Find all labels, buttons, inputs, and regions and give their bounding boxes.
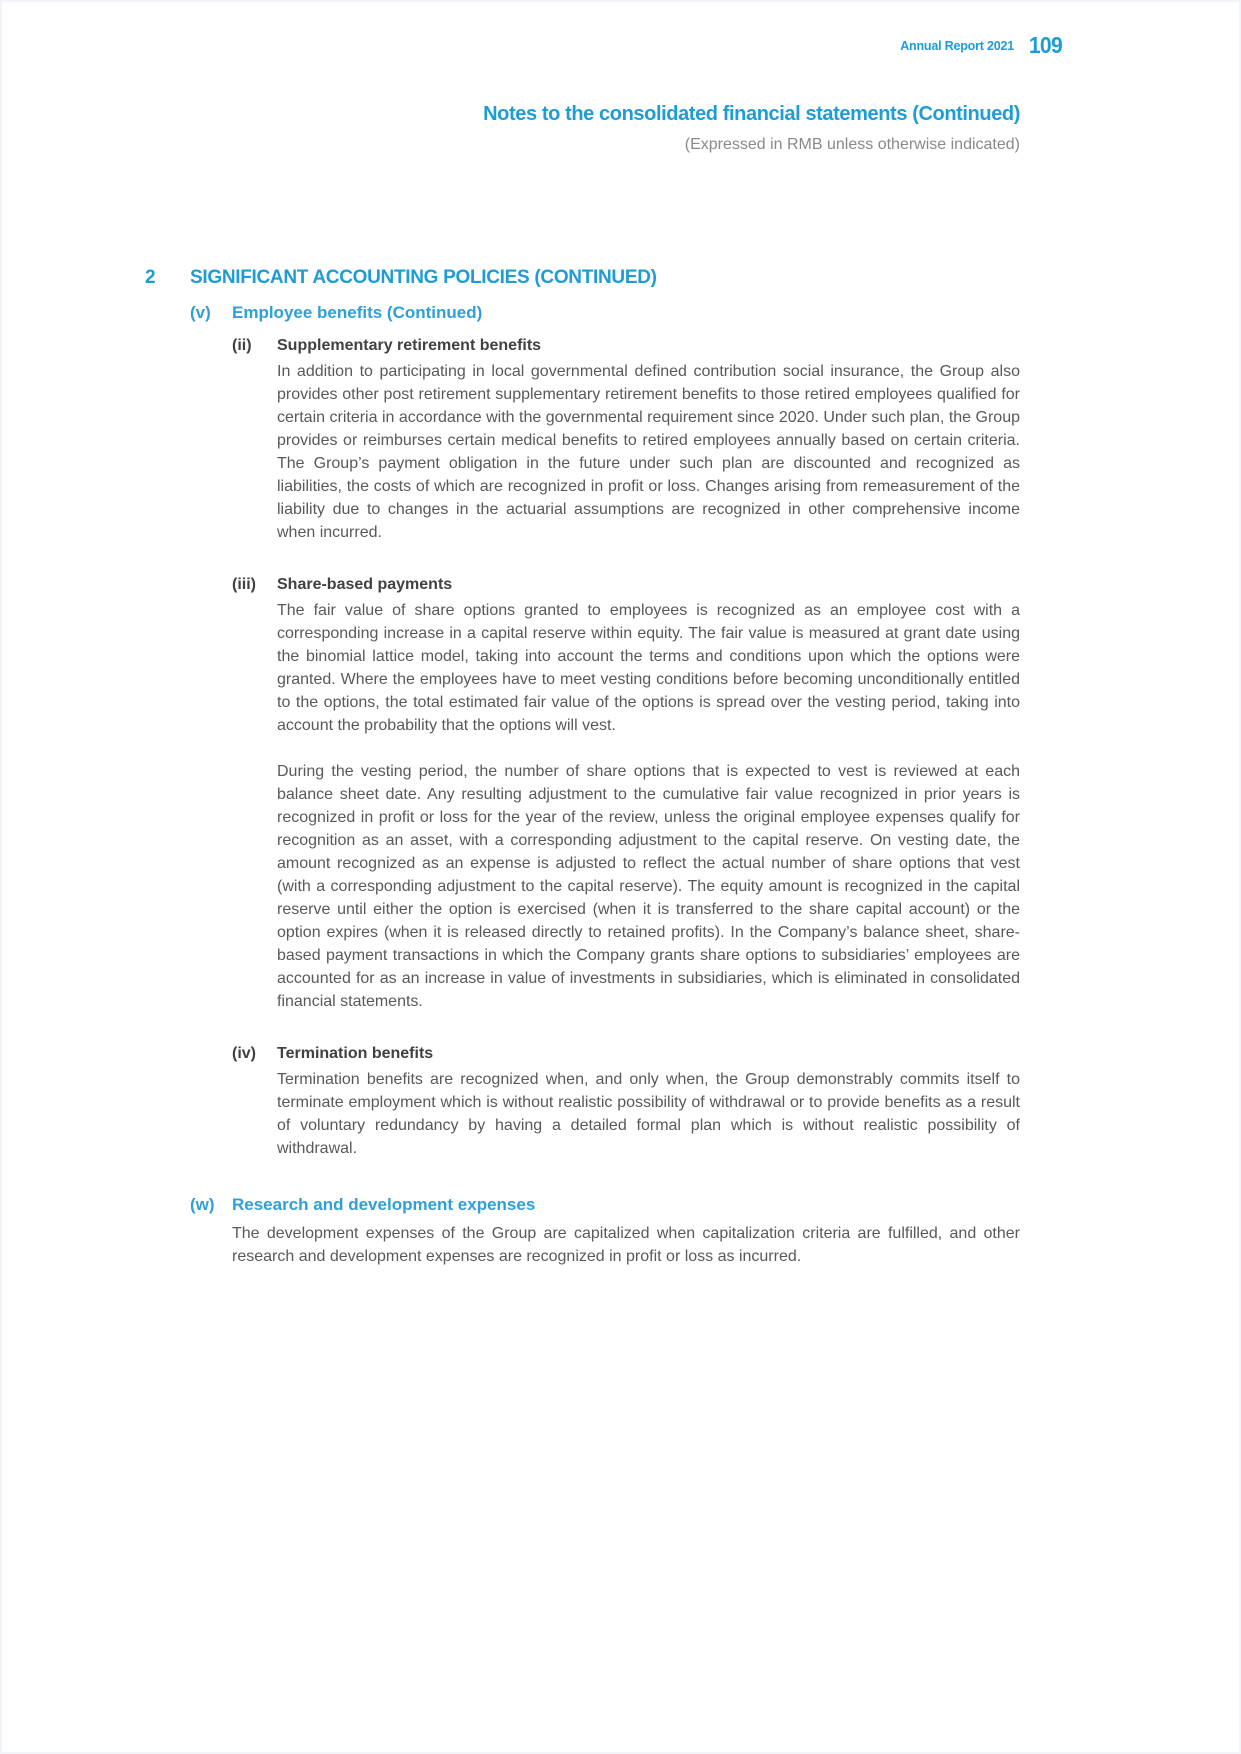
item-title: Supplementary retirement benefits	[277, 337, 542, 354]
item-heading	[232, 574, 1020, 595]
paragraph: Termination benefits are recognized when, and only when, the Group demonstrably commits itself to terminate employment which is without realistic possibility of withdrawal or to provide benefits as a result of voluntary redundancy by having a detailed formal plan which is without realistic possibility of withdrawal.	[277, 1071, 1020, 1157]
item-body	[277, 599, 1020, 1013]
section-heading	[145, 266, 1020, 290]
item-heading	[232, 335, 1020, 356]
item-label: (iii)	[232, 576, 256, 593]
subsection-w-title: Research and development expenses	[232, 1195, 536, 1214]
subsection-w	[190, 1194, 1020, 1268]
item-heading	[232, 1043, 1020, 1064]
item-body	[277, 1068, 1020, 1160]
section-number: 2	[145, 267, 156, 288]
subsection-v-heading	[190, 302, 1020, 324]
item-label: (ii)	[232, 337, 252, 354]
subsection-w-heading	[190, 1194, 1020, 1216]
paragraph: The development expenses of the Group are capitalized when capitalization criteria are fulfilled, and other research and development expenses are recognized in profit or loss as incurred.	[232, 1225, 1020, 1265]
section-title: SIGNIFICANT ACCOUNTING POLICIES (CONTINUED)	[190, 267, 657, 288]
document-title-block	[483, 103, 1020, 154]
document-subtitle: (Expressed in RMB unless otherwise indicated)	[684, 136, 1020, 153]
paragraph: During the vesting period, the number of share options that is expected to vest is reviewed at each balance sheet date. Any resulting adjustment to the cumulative fair value recognized in prior years is recognized in profit or loss for the year of the review, unless the original employee expenses qualify for recognition as an asset, with a corresponding adjustment to the capital reserve. On vesting date, the amount recognized as an expense is adjusted to reflect the actual number of share options that vest (with a corresponding adjustment to the capital reserve). The equity amount is recognized in the capital reserve until either the option is exercised (when it is transferred to the share capital account) or the option expires (when it is released directly to retained profits). In the Company’s balance sheet, share-based payment transactions in which the Company grants share options to subsidiaries’ employees are accounted for as an increase in value of investments in subsidiaries, which is eliminated in consolidated financial statements.	[277, 763, 1020, 1010]
item-termination-benefits	[232, 1043, 1020, 1160]
item-label: (iv)	[232, 1045, 256, 1062]
page-content	[145, 266, 1020, 1268]
item-body	[277, 360, 1020, 544]
paragraph: The fair value of share options granted to employees is recognized as an employee cost with a corresponding increase in a capital reserve within equity. The fair value is measured at grant date using the binomial lattice model, taking into account the terms and conditions upon which the options were granted. Where the employees have to meet vesting conditions before becoming unconditionally entitled to the options, the total estimated fair value of the options is spread over the vesting period, taking into account the probability that the options will vest.	[277, 602, 1020, 734]
paragraph: In addition to participating in local governmental defined contribution social insurance, the Group also provides other post retirement supplementary retirement benefits to those retired employees qualified for certain criteria in accordance with the governmental requirement since 2020. Under such plan, the Group provides or reimburses certain medical benefits to retired employees annually based on certain criteria. The Group’s payment obligation in the future under such plan are discounted and recognized as liabilities, the costs of which are recognized in profit or loss. Changes arising from remeasurement of the liability due to changes in the actuarial assumptions are recognized in other comprehensive income when incurred.	[277, 363, 1020, 541]
page-number: 109	[1028, 32, 1062, 58]
document-title: Notes to the consolidated financial statements (Continued)	[483, 103, 1020, 125]
subsection-w-label: (w)	[190, 1195, 215, 1214]
item-title: Termination benefits	[277, 1045, 434, 1062]
subsection-v-title: Employee benefits (Continued)	[232, 303, 483, 322]
item-share-based-payments	[232, 574, 1020, 1013]
subsection-v-items	[232, 335, 1020, 1160]
subsection-v-label: (v)	[190, 303, 211, 322]
item-supplementary-retirement-benefits	[232, 335, 1020, 544]
subsection-v	[190, 302, 1020, 1160]
item-title: Share-based payments	[277, 576, 453, 593]
running-header	[900, 32, 1062, 59]
subsection-w-body	[232, 1222, 1020, 1268]
report-name-label: Annual Report 2021	[900, 38, 1015, 53]
